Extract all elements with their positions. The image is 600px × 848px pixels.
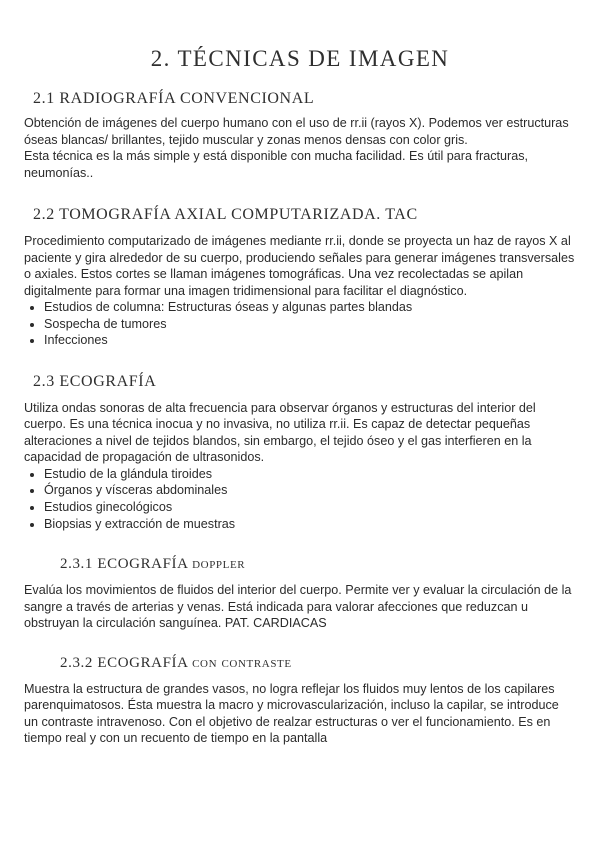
list-item: • Infecciones xyxy=(44,332,576,349)
subsection-heading-contraste xyxy=(60,653,576,673)
heading-prefix: 2.3.1 ECOGRAFÍA xyxy=(60,556,188,573)
section-heading-ecografia: 2.3 ECOGRAFÍA xyxy=(33,372,157,390)
paragraph-doppler: Evalúa los movimientos de fluidos del interior del cuerpo. Permite ver y evaluar la circulación de la sangre a través de arterias y venas. Está indicada para valorar afecciones que reduzcan u obstruyan la circulación sanguínea. PAT. CARDIACAS xyxy=(24,583,572,631)
ecografia-bullet-list xyxy=(24,466,576,532)
heading-suffix: con contraste xyxy=(192,654,292,671)
list-item: • Estudios ginecológicos xyxy=(44,499,576,516)
paragraph-radiografia-2: Esta técnica es la más simple y está disponible con mucha facilidad. Es útil para fracturas, neumonías.. xyxy=(24,149,528,180)
heading-suffix: doppler xyxy=(192,556,246,573)
list-item: • Órganos y vísceras abdominales xyxy=(44,482,576,499)
paragraph-ecografia: Utiliza ondas sonoras de alta frecuencia para observar órganos y estructuras del interior del cuerpo. Es una técnica inocua y no invasiva, no utiliza rr.ii. Es capaz de detectar pequeñas alteraciones a nivel de tejidos blandos, sin embargo, el tejido óseo y el gas interfieren en la capacidad de propagación de ultrasonidos. xyxy=(24,400,536,465)
list-item: • Sospecha de tumores xyxy=(44,316,576,333)
list-item: • Estudios de columna: Estructuras óseas y algunas partes blandas xyxy=(44,299,576,316)
page-title: 2. TÉCNICAS DE IMAGEN xyxy=(150,46,450,71)
paragraph-tac: Procedimiento computarizado de imágenes mediante rr.ii, donde se proyecta un haz de rayos X al paciente y gira alrededor de su cuerpo, produciendo señales para generar imágenes transversales o axiales. Estos cortes se llaman imágenes tomográficas. Una vez recolectadas se apilan digitalmente para formar una imagen tridimensional para facilitar el diagnóstico. xyxy=(24,234,575,298)
paragraph-contraste: Muestra la estructura de grandes vasos, no logra reflejar los fluidos muy lentos de los capilares parenquimatosos. Ésta muestra la macro y microvascularización, incluso la capilar, se introduce un contraste intravenoso. Con el objetivo de realzar estructuras o ver el funcionamiento. Es en tiempo real y con un recuento de tiempo en la pantalla xyxy=(24,681,559,746)
list-item: • Biopsias y extracción de muestras xyxy=(44,516,576,533)
section-heading-tac: 2.2 TOMOGRAFÍA AXIAL COMPUTARIZADA. TAC xyxy=(33,206,418,223)
subsection-heading-doppler xyxy=(60,554,576,574)
paragraph-radiografia-1: Obtención de imágenes del cuerpo humano con el uso de rr.ii (rayos X). Podemos ver estructuras óseas blancas/ brillantes, tejido muscular y zonas menos densas con color gris. xyxy=(24,116,569,147)
list-item: • Estudio de la glándula tiroides xyxy=(44,466,576,483)
section-heading-radiografia: 2.1 RADIOGRAFÍA CONVENCIONAL xyxy=(33,90,315,107)
tac-bullet-list xyxy=(24,299,576,349)
heading-prefix: 2.3.2 ECOGRAFÍA xyxy=(60,654,188,671)
